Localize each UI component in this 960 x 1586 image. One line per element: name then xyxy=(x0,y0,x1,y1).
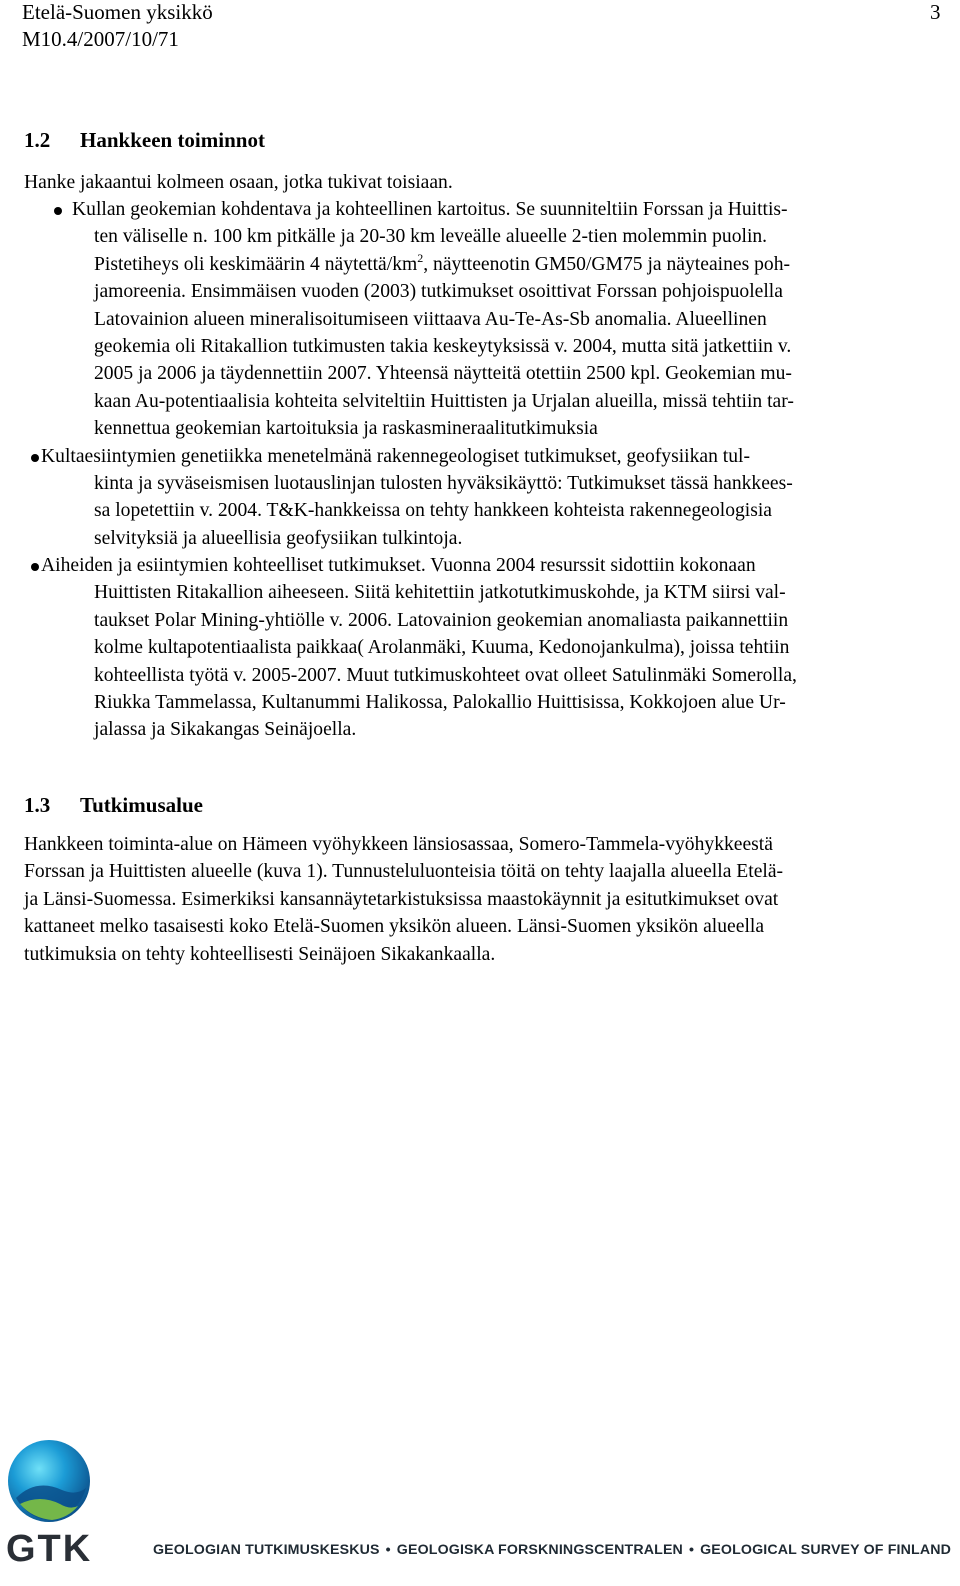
bullet-line: Huittisten Ritakallion aiheeseen. Siitä kehitettiin jatkotutkimuskohde, ja KTM siirsi val- xyxy=(94,582,786,604)
bullet-icon xyxy=(31,454,39,462)
bullet-line: jalassa ja Sikakangas Seinäjoella. xyxy=(94,719,357,741)
separator-icon: • xyxy=(385,1542,391,1558)
section-number: 1.2 xyxy=(24,128,51,152)
intro-text: Hanke jakaantui kolmeen osaan, jotka tukivat toisiaan. xyxy=(24,172,453,193)
section-heading-1-2 xyxy=(24,128,265,153)
bullet-line: Kultaesiintymien genetiikka menetelmänä rakennegeologiset tutkimukset, geofysiikan tul- xyxy=(41,445,750,467)
bullet-line: kinta ja syväseismisen luotauslinjan tulosten hyväksikäyttö: Tutkimukset tässä hankkees- xyxy=(94,472,793,494)
org-name-sv: GEOLOGISKA FORSKNINGSCENTRALEN xyxy=(396,1542,683,1558)
page-footer xyxy=(0,1436,960,1586)
section-heading-1-3 xyxy=(24,793,203,818)
bullet-line: kennettua geokemian kartoituksia ja raskasmineraalitutkimuksia xyxy=(94,418,598,440)
separator-icon: • xyxy=(688,1542,695,1558)
org-name-fi: GEOLOGIAN TUTKIMUSKESKUS xyxy=(153,1542,380,1558)
bullet-line xyxy=(94,251,944,278)
section-1-3-paragraph xyxy=(24,831,783,968)
footer-organization-names xyxy=(153,1542,951,1558)
paragraph-line: kattaneet melko tasaisesti koko Etelä-Suomen yksikön alueen. Länsi-Suomen yksikön alueella xyxy=(24,916,765,938)
section-title: Tutkimusalue xyxy=(80,793,203,817)
bullet-line: selvityksiä ja alueellisia geofysiikan tulkintoja. xyxy=(94,527,463,549)
list-item xyxy=(24,443,944,553)
paragraph-line: Hankkeen toiminta-alue on Hämeen vyöhykkeen länsiosassaa, Somero-Tammela-vyöhykkeestä xyxy=(24,834,773,855)
bullet-line: taukset Polar Mining-yhtiölle v. 2006. Latovainion geokemian anomaliasta paikannettiin xyxy=(94,609,789,631)
bullet-line: Kullan geokemian kohdentava ja kohteellinen kartoitus. Se suunniteltiin Forssan ja Huittis- xyxy=(72,199,788,220)
list-item xyxy=(24,196,944,443)
bullet-line-part: Pistetiheys oli keskimäärin 4 näytettä/km xyxy=(94,253,418,275)
bullet-line: geokemia oli Ritakallion tutkimusten takia keskeytyksissä v. 2004, mutta sitä jatkettiin v. xyxy=(94,335,792,357)
gtk-logo-text: GTK xyxy=(6,1528,93,1570)
bullet-line: sa lopetettiin v. 2004. T&K-hankkeissa on tehty hankkeen kohteista rakennegeologisia xyxy=(94,500,772,522)
org-name-en: GEOLOGICAL SURVEY OF FINLAND xyxy=(700,1542,952,1558)
bullet-line: Riukka Tammelassa, Kultanummi Halikossa, Palokallio Huittisissa, Kokkojoen alue Ur- xyxy=(94,692,786,714)
bullet-line: Aiheiden ja esiintymien kohteelliset tutkimukset. Vuonna 2004 resurssit sidottiin kokonaan xyxy=(41,555,756,577)
gtk-globe-logo xyxy=(6,1438,92,1524)
bullet-line: ten väliselle n. 100 km pitkälle ja 20-30 km leveälle alueelle 2-tien molemmin puolin. xyxy=(94,226,768,248)
bullet-list xyxy=(24,196,944,744)
paragraph-line: tutkimuksia on tehty kohteellisesti Seinäjoen Sikakankaalla. xyxy=(24,943,496,965)
section-number: 1.3 xyxy=(24,793,51,817)
page-number: 3 xyxy=(930,0,941,24)
paragraph-line: ja Länsi-Suomessa. Esimerkiksi kansannäytetarkistuksissa maastokäynnit ja esitutkimukset ovat xyxy=(24,888,779,910)
bullet-line: kaan Au-potentiaalisia kohteita selviteltiin Huittisten ja Urjalan alueilla, missä tehtiin tar- xyxy=(94,390,794,412)
bullet-line: 2005 ja 2006 ja täydennettiin 2007. Yhteensä näytteitä otettiin 2500 kpl. Geokemian mu- xyxy=(94,363,792,385)
section-title: Hankkeen toiminnot xyxy=(80,128,265,152)
intro-paragraph xyxy=(24,169,453,196)
bullet-line: Latovainion alueen mineralisoitumiseen viittaava Au-Te-As-Sb anomalia. Alueellinen xyxy=(94,308,767,330)
bullet-line-part: , näytteenotin GM50/GM75 ja näyteaines poh- xyxy=(423,253,791,275)
header-reference: M10.4/2007/10/71 xyxy=(22,27,179,51)
bullet-line: kohteellista työtä v. 2005-2007. Muut tutkimuskohteet ovat olleet Satulinmäki Somerolla, xyxy=(94,664,797,686)
header-unit: Etelä-Suomen yksikkö xyxy=(22,0,213,24)
bullet-icon xyxy=(54,207,62,215)
bullet-line: jamoreenia. Ensimmäisen vuoden (2003) tutkimukset osoittivat Forssan pohjoispuolella xyxy=(94,281,783,303)
list-item xyxy=(24,552,944,744)
bullet-line: kolme kultapotentiaalista paikkaa( Arolanmäki, Kuuma, Kedonojankulma), joissa tehtiin xyxy=(94,637,790,659)
bullet-icon xyxy=(31,563,39,571)
superscript: 2 xyxy=(417,250,424,265)
paragraph-line: Forssan ja Huittisten alueelle (kuva 1). Tunnusteluluonteisia töitä on tehty laajalla alueella Etelä- xyxy=(24,861,784,883)
